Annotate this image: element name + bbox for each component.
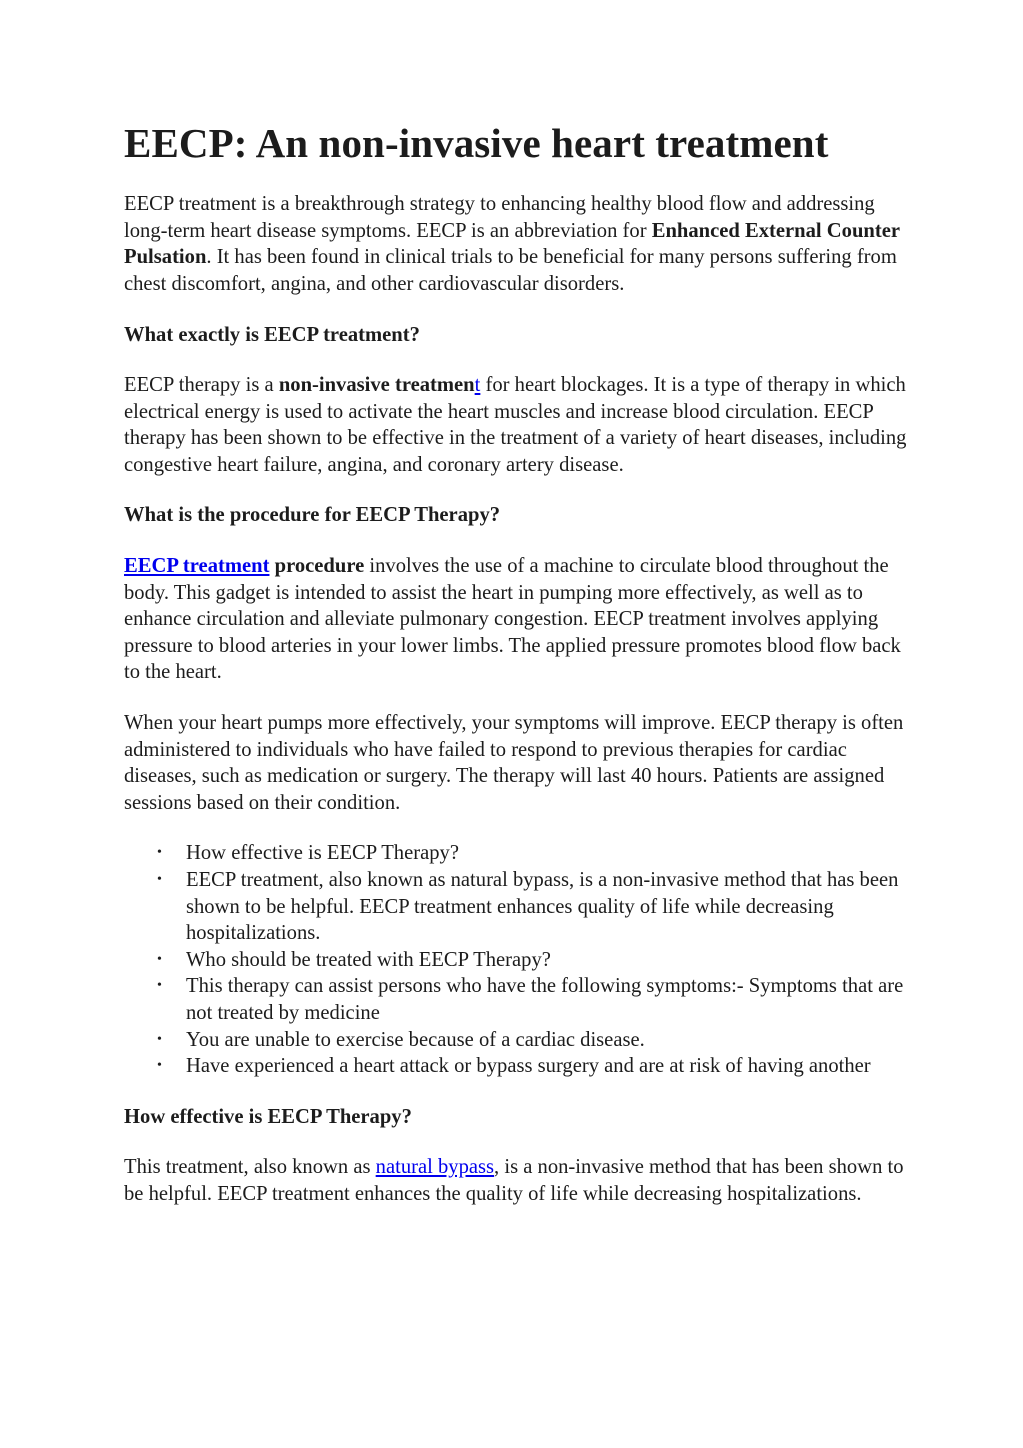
list-item-text: How effective is EECP Therapy? xyxy=(186,842,459,865)
bullet-icon: • xyxy=(157,845,162,861)
effective-text-post: , is a non-invasive method that has been shown to be helpful. EECP treatment enhances the quality of life while decreasing hospitalizations. xyxy=(124,1156,904,1205)
bullet-icon: • xyxy=(157,872,162,888)
intro-paragraph xyxy=(124,191,914,297)
effective-text-pre: This treatment, also known as xyxy=(124,1156,376,1179)
document-page xyxy=(124,120,914,1232)
list-item xyxy=(157,867,914,947)
paragraph-procedure-2: When your heart pumps more effectively, your symptoms will improve. EECP therapy is often administered to individuals who have failed to respond to previous therapies for cardiac diseases, such as medication or surgery. The therapy will last 40 hours. Patients are assigned sessions based on their condition. xyxy=(124,712,904,814)
list-item xyxy=(157,947,914,974)
intro-text-2: . It has been found in clinical trials to be beneficial for many persons suffering from chest discomfort, angina, and other cardiovascular disorders. xyxy=(124,246,897,295)
heading-what-is-eecp: What exactly is EECP treatment? xyxy=(124,323,420,346)
intro-bold-term: Enhanced External Counter Pulsation xyxy=(124,219,900,269)
paragraph-how-effective xyxy=(124,1154,914,1207)
list-item-text: You are unable to exercise because of a cardiac disease. xyxy=(186,1028,645,1051)
bullet-icon: • xyxy=(157,1031,162,1047)
eecp-treatment-link[interactable] xyxy=(124,555,269,577)
procedure-bold: procedure xyxy=(269,555,365,578)
list-item-text: Have experienced a heart attack or bypass surgery and are at risk of having another xyxy=(186,1055,871,1078)
list-item xyxy=(157,1053,914,1080)
eecp-treatment-link-label[interactable]: EECP treatment xyxy=(124,555,270,578)
list-item-text: This therapy can assist persons who have the following symptoms:- Symptoms that are not treated by medicine xyxy=(186,975,904,1024)
bullet-list xyxy=(124,840,914,1079)
list-item-text: Who should be treated with EECP Therapy? xyxy=(186,948,551,971)
intro-text-1: EECP treatment is a breakthrough strategy to enhancing healthy blood flow and addressing long-term heart disease symptoms. EECP is an abbreviation for xyxy=(124,193,875,242)
what-is-bold: non-invasive treatmen xyxy=(278,374,475,397)
heading-how-effective: How effective is EECP Therapy? xyxy=(124,1105,412,1128)
list-item xyxy=(157,1027,914,1054)
natural-bypass-link[interactable]: natural bypass xyxy=(375,1156,495,1179)
paragraph-what-is-eecp xyxy=(124,372,914,478)
heading-procedure: What is the procedure for EECP Therapy? xyxy=(124,504,501,527)
bullet-icon: • xyxy=(157,1058,162,1074)
page-title: EECP: An non-invasive heart treatment xyxy=(124,120,829,166)
list-item-text: EECP treatment, also known as natural bypass, is a non-invasive method that has been shown to be helpful. EECP treatment enhances quality of life while decreasing hospitalizations. xyxy=(186,869,899,945)
bullet-icon: • xyxy=(157,951,162,967)
what-is-text-pre: EECP therapy is a xyxy=(124,374,279,397)
bullet-icon: • xyxy=(157,978,162,994)
list-item xyxy=(157,973,914,1026)
list-item xyxy=(157,840,914,867)
procedure-text: involves the use of a machine to circulate blood throughout the body. This gadget is intended to assist the heart in pumping more effectively, as well as to enhance circulation and alleviate pulmonary congestion. EECP treatment involves applying pressure to blood arteries in your lower limbs. The applied pressure promotes blood flow back to the heart. xyxy=(124,555,901,684)
non-invasive-treatment-link[interactable]: t xyxy=(474,374,481,397)
what-is-text-post: for heart blockages. It is a type of therapy in which electrical energy is used to activate the heart muscles and increase blood circulation. EECP therapy has been shown to be effective in the treatment of a variety of heart diseases, including congestive heart failure, angina, and coronary artery disease. xyxy=(124,374,907,476)
paragraph-procedure-1 xyxy=(124,553,914,686)
